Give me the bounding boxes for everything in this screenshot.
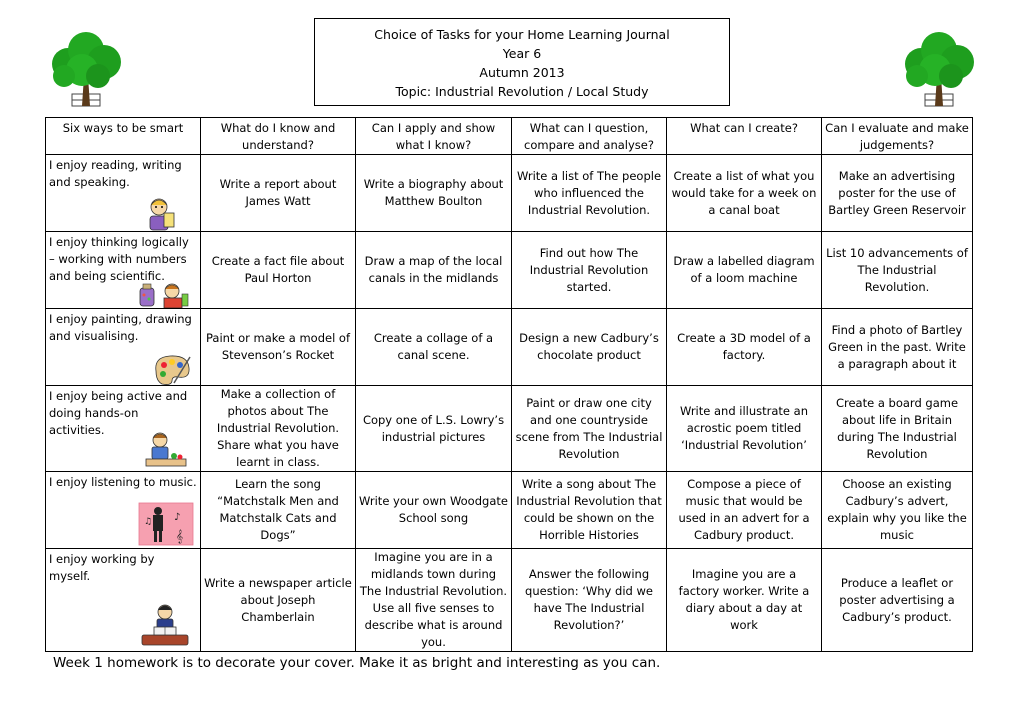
row-label-cell [46, 472, 201, 549]
task-cell: Choose an existing Cadbury’s advert, explain why you like the music [822, 472, 973, 549]
task-cell: List 10 advancements of The Industrial Revolution. [822, 232, 973, 309]
task-cell: Create a collage of a canal scene. [356, 309, 512, 386]
task-cell: Produce a leaflet or poster advertising a Cadbury’s product. [822, 549, 973, 652]
tree-icon [895, 30, 981, 110]
row-label: I enjoy reading, writing and speaking. [49, 158, 182, 189]
table-row [46, 309, 973, 386]
task-cell: Make a collection of photos about The Industrial Revolution. Share what you have learnt in class. [201, 386, 356, 472]
row-label: I enjoy thinking logically – working with numbers and being scientific. [49, 235, 189, 283]
title-line-2: Year 6 [502, 46, 542, 61]
table-row [46, 155, 973, 232]
table-row [46, 386, 973, 472]
task-cell: Write a list of The people who influenced the Industrial Revolution. [512, 155, 667, 232]
task-cell: Find out how The Industrial Revolution started. [512, 232, 667, 309]
header-cell: Six ways to be smart [46, 118, 201, 155]
row-label-cell [46, 549, 201, 652]
header-row [46, 118, 973, 155]
task-cell: Paint or draw one city and one countryside scene from The Industrial Revolution [512, 386, 667, 472]
footer-note: Week 1 homework is to decorate your cover. Make it as bright and interesting as you can. [53, 655, 661, 671]
table-row [46, 549, 973, 652]
task-cell: Draw a map of the local canals in the midlands [356, 232, 512, 309]
task-cell: Create a list of what you would take for a week on a canal boat [667, 155, 822, 232]
title-line-1: Choice of Tasks for your Home Learning Journal [374, 27, 670, 42]
title-line-4: Topic: Industrial Revolution / Local Study [395, 84, 649, 99]
task-cell: Compose a piece of music that would be used in an advert for a Cadbury product. [667, 472, 822, 549]
task-cell: Write and illustrate an acrostic poem titled ‘Industrial Revolution’ [667, 386, 822, 472]
task-cell: Create a 3D model of a factory. [667, 309, 822, 386]
task-cell: Write a biography about Matthew Boulton [356, 155, 512, 232]
task-cell: Write a report about James Watt [201, 155, 356, 232]
tree-icon [42, 30, 128, 110]
title-box [314, 18, 730, 106]
header-cell: Can I evaluate and make judgements? [822, 118, 973, 155]
title-line-3: Autumn 2013 [479, 65, 565, 80]
task-cell: Answer the following question: ‘Why did we have The Industrial Revolution?’ [512, 549, 667, 652]
paint-palette-icon [152, 353, 192, 387]
row-label-cell [46, 386, 201, 472]
task-cell: Write a song about The Industrial Revolution that could be shown on the Horrible Histories [512, 472, 667, 549]
task-cell: Find a photo of Bartley Green in the past. Write a paragraph about it [822, 309, 973, 386]
svg-text:𝄞: 𝄞 [176, 529, 184, 543]
crafting-child-icon [144, 432, 188, 468]
task-cell: Create a fact file about Paul Horton [201, 232, 356, 309]
task-cell: Make an advertising poster for the use of Bartley Green Reservoir [822, 155, 973, 232]
svg-text:♪: ♪ [174, 512, 181, 523]
task-cell: Draw a labelled diagram of a loom machine [667, 232, 822, 309]
table-row [46, 232, 973, 309]
task-cell: Copy one of L.S. Lowry’s industrial pictures [356, 386, 512, 472]
row-label: I enjoy painting, drawing and visualising. [49, 312, 192, 343]
task-cell: Paint or make a model of Stevenson’s Rocket [201, 309, 356, 386]
row-label-cell [46, 232, 201, 309]
row-label: I enjoy working by myself. [49, 552, 155, 583]
task-cell: Design a new Cadbury’s chocolate product [512, 309, 667, 386]
task-cell: Write a newspaper article about Joseph Chamberlain [201, 549, 356, 652]
task-cell: Create a board game about life in Britain during The Industrial Revolution [822, 386, 973, 472]
task-cell: Write your own Woodgate School song [356, 472, 512, 549]
row-label-cell [46, 309, 201, 386]
header-cell: Can I apply and show what I know? [356, 118, 512, 155]
task-grid [45, 117, 973, 652]
task-cell: Learn the song “Matchstalk Men and Matchstalk Cats and Dogs” [201, 472, 356, 549]
row-label: I enjoy listening to music. [49, 475, 197, 489]
row-label: I enjoy being active and doing hands-on activities. [49, 389, 188, 437]
header-cell: What can I question, compare and analyse? [512, 118, 667, 155]
task-cell: Imagine you are a factory worker. Write a diary about a day at work [667, 549, 822, 652]
header-cell: What do I know and understand? [201, 118, 356, 155]
reading-alone-icon [140, 603, 190, 647]
music-icon [138, 502, 194, 546]
task-cell: Imagine you are in a midlands town during The Industrial Revolution. Use all five senses to describe what is around you. [356, 549, 512, 652]
scientist-icon [138, 282, 190, 308]
table-row [46, 472, 973, 549]
reading-child-icon [144, 197, 178, 233]
header-cell: What can I create? [667, 118, 822, 155]
svg-text:♫: ♫ [144, 517, 153, 527]
row-label-cell [46, 155, 201, 232]
